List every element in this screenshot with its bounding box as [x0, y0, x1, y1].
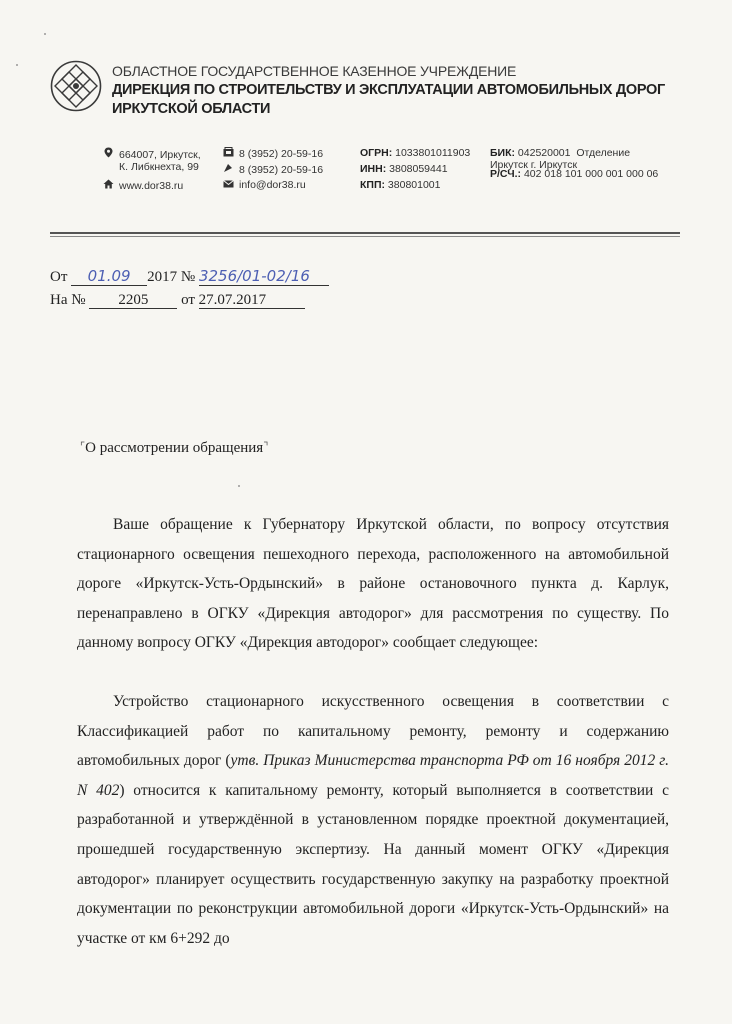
email[interactable] [222, 179, 306, 191]
handwritten-date: 01.09 [87, 267, 131, 285]
handwritten-number: 3256/01-02/16 [198, 267, 310, 285]
account: Р/СЧ.: 402 018 101 000 001 000 06 [490, 168, 659, 180]
scan-speck [238, 485, 240, 487]
number-field [199, 268, 329, 286]
incoming-reference: На № 2205 от 27.07.2017 [50, 290, 305, 310]
letter-subject: ⌜О рассмотрении обращения⌝ [80, 440, 269, 456]
emblem-logo [50, 60, 102, 112]
outgoing-reference: От 01.09 2017 № 3256/01-02/16 [50, 267, 329, 287]
organization-name [112, 62, 712, 119]
address: 664007, Иркутск, К. Либкнехта, 99 [102, 147, 201, 173]
website-link[interactable]: www.dor38.ru [119, 180, 184, 192]
location-pin-icon [102, 147, 114, 161]
header-divider-thin [50, 236, 680, 237]
header-divider-thick [50, 232, 680, 234]
reply-date: 27.07.2017 [199, 292, 305, 309]
org-line-2: ДИРЕКЦИЯ ПО СТРОИТЕЛЬСТВУ И ЭКСПЛУАТАЦИИ АВТОМОБИЛЬНЫХ ДОРОГ [112, 82, 665, 98]
body-paragraph-2: Устройство стационарного искусственного освещения в соответствии с Классификацией работ по капитальному ремонту, ремонту и содержанию автомобильных дорог (утв. Приказ Министерства транспорта РФ от 16 ноября 2012 г. N 402) относится к капитальному ремонту, который выполняется в соответствии с разработанной и утверждённой в установленном порядке проектной документацией, прошедшей государственную экспертизу. На данный момент ОГКУ «Дирекция автодорог» планирует осуществить государственную закупку на разработку проектной документации по реконструкции автомобильной дороги «Иркутск-Усть-Ордынский» на участке от км 6+292 до [77, 693, 669, 947]
phone: 8 (3952) 20-59-16 [222, 147, 323, 160]
org-line-3: ИРКУТСКОЙ ОБЛАСТИ [112, 101, 271, 117]
scan-speck [44, 33, 46, 35]
bank-details: БИК: 042520001 Отделение Иркутск г. Иркутск [490, 147, 631, 171]
ogrn: ОГРН: 1033801011903 [360, 147, 471, 159]
email-link[interactable]: info@dor38.ru [239, 179, 306, 191]
home-icon [102, 179, 114, 192]
phone-icon [222, 147, 234, 160]
contacts-block [0, 147, 732, 207]
date-field [71, 268, 147, 286]
website[interactable] [102, 179, 183, 192]
reply-number: 2205 [89, 292, 177, 309]
fax-icon [222, 163, 234, 176]
scan-speck [16, 64, 18, 66]
kpp: КПП: 380801001 [360, 179, 441, 191]
fax: 8 (3952) 20-59-16 [222, 163, 323, 176]
body-paragraph-1: Ваше обращение к Губернатору Иркутской области, по вопросу отсутствия стационарного освещения пешеходного перехода, расположенного на автомобильной дороге «Иркутск-Усть-Ордынский» в районе остановочного пункта д. Карлук, перенаправлено в ОГКУ «Дирекция автодорог» для рассмотрения по существу. По данному вопросу ОГКУ «Дирекция автодорог» сообщает следующее: [77, 516, 669, 652]
inn: ИНН: 3808059441 [360, 163, 448, 175]
org-line-1: ОБЛАСТНОЕ ГОСУДАРСТВЕННОЕ КАЗЕННОЕ УЧРЕЖДЕНИЕ [112, 63, 517, 79]
mail-icon [222, 179, 234, 191]
